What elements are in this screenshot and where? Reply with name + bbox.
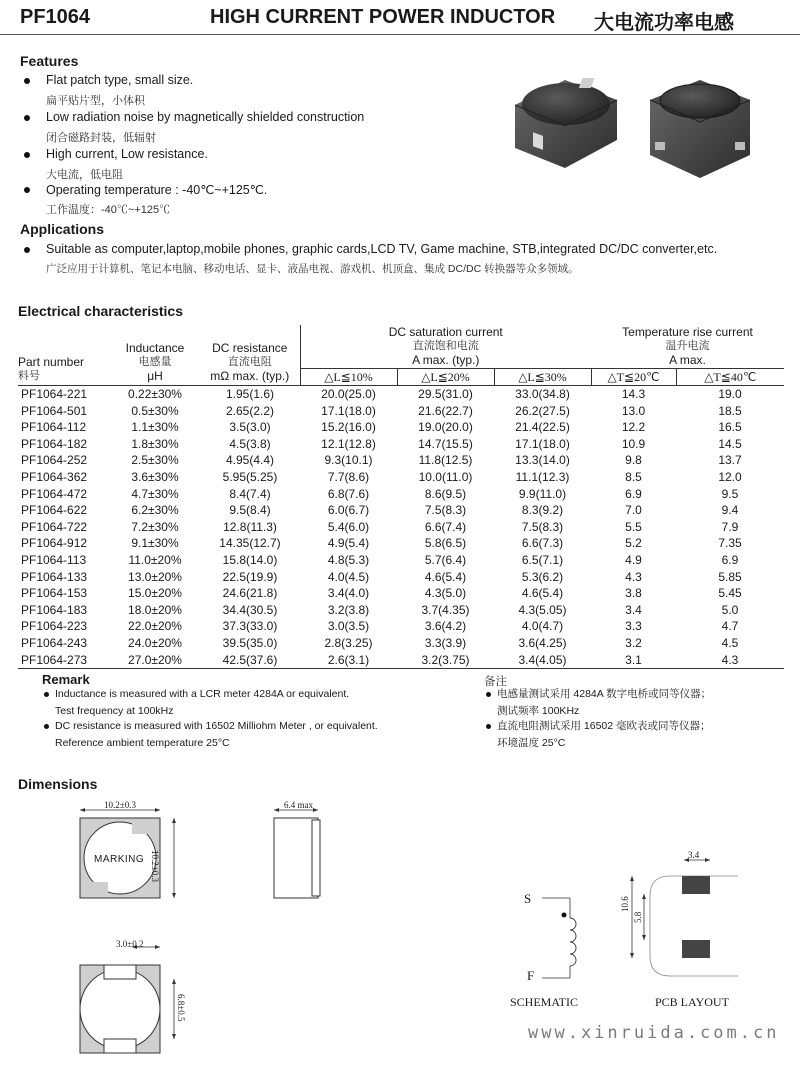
cell-inductance: 6.2±30% [131,503,179,518]
cell-t20: 3.1 [591,652,676,669]
cell-part-number: PF1064-362 [21,469,88,484]
cell-t40: 13.7 [718,453,742,468]
cell-t40: 9.4 [721,503,739,518]
cell-t20: 12.2 [621,420,646,435]
bullet-icon [24,187,30,193]
cell-sat-20: 4.3(5.0) [424,586,467,601]
cell-t20: 14.3 [621,387,646,401]
cell-inductance: 0.5±30% [131,403,179,418]
dim-top-height: 10.2±0.3 [150,850,160,882]
header-temp-en: Temperature rise current [622,325,753,339]
cell-sat-30: 33.0(34.8) [515,387,570,401]
header-part-number [18,325,110,386]
cell-sat-20: 3.6(4.2) [424,619,467,634]
cell-t20: 5.2 [625,536,642,551]
cell-inductance: 9.1±30% [131,536,179,551]
header-ind-unit: μH [147,369,163,383]
header-saturation [300,325,591,369]
dim-bottom-width: 3.0±0.2 [116,939,144,949]
table-row [18,403,784,420]
marking-label: MARKING [94,854,145,865]
applications-heading: Applications [20,221,105,237]
cell-sat-30: 17.1(18.0) [515,436,570,451]
cell-inductance: 4.7±30% [131,486,179,501]
cell-t40: 12.0 [718,469,742,484]
cell-t40: 14.5 [718,436,742,451]
cell-t40: 7.35 [718,536,742,551]
dim-top-width: 10.2±0.3 [104,800,136,810]
cell-t40: 19.0 [718,387,742,401]
cell-dcr: 2.65(2.2) [225,403,275,418]
cell-sat-30: 4.6(5.4) [521,586,564,601]
cell-dcr: 24.6(21.8) [222,586,278,601]
remark-en-2: DC resistance is measured with 16502 Milliohm Meter , or equivalent. [55,720,378,732]
cell-t20: 9.8 [625,453,642,468]
cell-dcr: 34.4(30.5) [222,602,278,617]
cell-part-number: PF1064-252 [21,453,88,468]
cell-dcr: 22.5(19.9) [222,569,278,584]
cell-t40: 16.5 [718,420,742,435]
bullet-icon [24,247,30,253]
cell-part-number: PF1064-153 [21,586,88,601]
table-row [18,585,784,602]
cell-dcr: 4.95(4.4) [225,453,275,468]
header-dcr-unit: mΩ max. (typ.) [210,369,290,383]
cell-t20: 5.5 [625,519,642,534]
cell-dcr: 3.5(3.0) [229,420,271,435]
part-family: PF1064 [20,6,91,28]
cell-inductance: 2.5±30% [131,453,179,468]
pcb-caption: PCB LAYOUT [655,995,729,1009]
cell-dcr: 39.5(35.0) [222,635,278,650]
features-heading: Features [20,53,79,69]
header-sat-20: △L≦20% [397,369,494,386]
table-row [18,419,784,436]
cell-sat-30: 8.3(9.2) [521,503,564,518]
cell-part-number: PF1064-223 [21,619,88,634]
header-temp-rise [591,325,784,369]
remark-en-1: Inductance is measured with a LCR meter 4284A or equivalent. [55,688,350,700]
header-divider [0,34,800,35]
cell-t40: 9.5 [721,486,739,501]
table-row [18,635,784,652]
table-row [18,618,784,635]
header-sat-en: DC saturation current [388,325,503,339]
cell-sat-20: 5.7(6.4) [424,552,467,567]
cell-sat-20: 11.8(12.5) [418,453,473,468]
feature-text-cn: 扁平贴片型，小体积 [46,95,145,107]
feature-text: Operating temperature : -40℃~+125℃. [46,183,268,197]
table-row [18,602,784,619]
cell-sat-20: 29.5(31.0) [418,387,473,401]
cell-sat-10: 20.0(25.0) [321,387,376,401]
table-row [18,502,784,519]
cell-dcr: 4.5(3.8) [229,436,271,451]
remark-cn-1b: 测试频率 100KHz [497,705,580,717]
cell-sat-30: 7.5(8.3) [521,519,564,534]
cell-t20: 3.4 [625,602,642,617]
cell-t20: 3.2 [625,635,642,650]
schematic-f-label: F [527,968,535,983]
applications-text: Suitable as computer,laptop,mobile phones, graphic cards,LCD TV, Game machine, STB,integrated DC/DC converter,etc. [46,242,718,256]
cell-part-number: PF1064-243 [21,635,88,650]
cell-inductance: 22.0±20% [128,619,182,634]
cell-t40: 5.85 [718,569,742,584]
cell-sat-20: 3.7(4.35) [421,602,470,617]
cell-sat-20: 3.3(3.9) [424,635,467,650]
cell-t40: 6.9 [721,552,739,567]
cell-t40: 5.45 [718,586,742,601]
header-dcr-cn: 直流电阻 [227,356,272,368]
cell-sat-20: 3.2(3.75) [397,652,494,669]
cell-sat-20: 4.6(5.4) [424,569,467,584]
cell-sat-20: 19.0(20.0) [418,420,473,435]
header-dcr [200,325,300,386]
table-row [18,569,784,586]
top-view-drawing [70,796,210,906]
cell-dcr: 12.8(11.3) [223,519,277,534]
header-t20: △T≦20℃ [591,369,676,386]
bottom-view-drawing [70,935,210,1065]
cell-sat-10: 12.1(12.8) [321,436,376,451]
applications-text-cn: 广泛应用于计算机、笔记本电脑、移动电话、显卡、液晶电视、游戏机、机顶盒、集成 DC/DC 转换器等众多领域。 [46,263,579,275]
table-row [18,519,784,536]
cell-sat-10: 4.9(5.4) [327,536,370,551]
cell-t40: 4.3 [676,652,784,669]
cell-part-number: PF1064-112 [21,420,87,435]
cell-sat-10: 7.7(8.6) [327,469,370,484]
table-row [18,652,784,669]
cell-sat-20: 14.7(15.5) [418,436,473,451]
cell-t40: 18.5 [718,403,742,418]
cell-dcr: 8.4(7.4) [229,486,271,501]
cell-sat-30: 11.1(12.3) [515,469,570,484]
bullet-icon [24,78,30,84]
cell-t40: 4.7 [721,619,739,634]
table-row [18,535,784,552]
cell-sat-30: 9.9(11.0) [518,486,567,501]
cell-inductance: 18.0±20% [128,602,182,617]
cell-sat-30: 6.6(7.3) [521,536,564,551]
cell-t20: 3.3 [625,619,642,634]
remark-cn-1: 电感量测试采用 4284A 数字电桥或同等仪器； [497,688,712,700]
cell-inductance: 0.22±30% [128,387,182,401]
cell-t20: 8.5 [625,469,642,484]
header-sat-30: △L≦30% [494,369,591,386]
bullet-icon [24,152,30,158]
header-sat-10: △L≦10% [300,369,397,386]
cell-part-number: PF1064-501 [21,403,88,418]
cell-t40: 5.0 [721,602,739,617]
remark-en-2b: Reference ambient temperature 25°C [55,737,230,749]
header-ind-cn: 电感量 [138,356,172,368]
cell-part-number: PF1064-912 [21,536,88,551]
cell-sat-20: 21.6(22.7) [418,403,473,418]
header-part-cn: 料号 [18,370,40,382]
table-row [18,486,784,503]
cell-sat-10: 17.1(18.0) [321,403,376,418]
cell-dcr: 15.8(14.0) [222,552,278,567]
cell-t20: 4.3 [625,569,642,584]
cell-sat-20: 7.5(8.3) [424,503,467,518]
cell-part-number: PF1064-221 [21,387,88,401]
cell-inductance: 7.2±30% [131,519,179,534]
header-temp-cn: 温升电流 [665,340,710,352]
remark-cn-2b: 环境温度 25°C [497,737,566,749]
cell-dcr: 42.5(37.6) [200,652,300,669]
header-temp-unit: A max. [669,353,706,367]
cell-t20: 3.8 [625,586,642,601]
cell-part-number: PF1064-182 [21,436,88,451]
feature-text: Flat patch type, small size. [46,73,194,87]
feature-text: High current, Low resistance. [46,147,208,161]
cell-inductance: 24.0±20% [128,635,182,650]
cell-inductance: 13.0±20% [128,569,182,584]
bullet-icon [486,692,491,697]
cell-sat-10: 3.2(3.8) [327,602,370,617]
product-photo [505,60,775,195]
cell-sat-30: 13.3(14.0) [515,453,570,468]
bullet-icon [44,724,49,729]
cell-inductance: 15.0±20% [128,586,182,601]
table-row [18,386,784,403]
cell-sat-10: 5.4(6.0) [327,519,370,534]
side-view-drawing [268,796,338,906]
cell-t20: 13.0 [621,403,646,418]
cell-dcr: 37.3(33.0) [222,619,278,634]
cell-sat-10: 2.6(3.1) [300,652,397,669]
remark-cn-2: 直流电阻测试采用 16502 毫欧表或同等仪器； [497,720,711,732]
table-row [18,552,784,569]
cell-t40: 4.5 [721,635,739,650]
dim-side-height: 6.4 max [284,800,313,810]
document-title: HIGH CURRENT POWER INDUCTOR [210,6,556,28]
cell-t20: 10.9 [621,436,646,451]
cell-sat-20: 10.0(11.0) [418,469,473,484]
remark-en-1b: Test frequency at 100kHz [55,705,174,717]
cell-sat-30: 4.0(4.7) [521,619,564,634]
cell-sat-30: 6.5(7.1) [521,552,564,567]
cell-sat-30: 3.4(4.05) [494,652,591,669]
table-row [18,452,784,469]
pcb-dim-width: 3.4 [688,850,700,860]
dimensions-heading: Dimensions [18,776,98,792]
header-dcr-en: DC resistance [212,341,288,355]
cell-inductance: 27.0±20% [110,652,200,669]
cell-part-number: PF1064-113 [21,552,87,567]
header-part-en: Part number [18,355,85,369]
header-inductance [110,325,200,386]
watermark-url: www.xinruida.com.cn [528,1023,780,1043]
feature-text-cn: 工作温度：-40℃~+125℃ [46,204,171,216]
cell-sat-10: 2.8(3.25) [324,635,373,650]
cell-dcr: 14.35(12.7) [219,536,281,551]
header-sat-unit: A max. (typ.) [412,353,480,367]
cell-t40: 7.9 [721,519,739,534]
table-row [18,436,784,453]
dim-bottom-height: 6.8±0.5 [176,994,186,1022]
header-ind-en: Inductance [125,341,185,355]
header-sat-cn: 直流饱和电流 [412,340,479,352]
cell-sat-30: 3.6(4.25) [518,635,567,650]
cell-inductance: 3.6±30% [131,469,179,484]
cell-sat-20: 8.6(9.5) [424,486,467,501]
electrical-table [18,325,784,669]
bullet-icon [44,692,49,697]
feature-text: Low radiation noise by magnetically shielded construction [46,110,365,124]
cell-sat-10: 9.3(10.1) [324,453,373,468]
cell-sat-10: 3.4(4.0) [327,586,370,601]
bullet-icon [24,115,30,121]
cell-sat-10: 15.2(16.0) [321,420,376,435]
remark-heading-cn: 备注 [484,676,507,688]
cell-part-number: PF1064-472 [21,486,88,501]
electrical-heading: Electrical characteristics [18,303,183,319]
cell-sat-30: 26.2(27.5) [515,403,570,418]
document-title-cn: 大电流功率电感 [594,12,734,34]
header-t40: △T≦40℃ [676,369,784,386]
pcb-dim-height-outer: 10.6 [620,896,630,912]
schematic-s-label: S [524,891,532,906]
cell-sat-20: 5.8(6.5) [424,536,467,551]
cell-part-number: PF1064-273 [18,652,110,669]
cell-sat-10: 6.8(7.6) [327,486,370,501]
remark-heading: Remark [42,672,90,687]
cell-dcr: 9.5(8.4) [229,503,271,518]
feature-text-cn: 闭合磁路封装，低辐射 [46,132,156,144]
table-row [18,469,784,486]
cell-t20: 6.9 [625,486,642,501]
bullet-icon [486,724,491,729]
cell-part-number: PF1064-622 [21,503,88,518]
cell-sat-20: 6.6(7.4) [424,519,467,534]
cell-part-number: PF1064-722 [21,519,88,534]
cell-part-number: PF1064-133 [21,569,88,584]
feature-text-cn: 大电流，低电阻 [46,169,123,181]
cell-sat-10: 4.8(5.3) [327,552,370,567]
cell-inductance: 11.0±20% [128,552,182,567]
pcb-layout-drawing [610,846,740,986]
cell-dcr: 5.95(5.25) [222,469,278,484]
cell-sat-30: 21.4(22.5) [515,420,570,435]
schematic-caption: SCHEMATIC [510,995,579,1009]
cell-t20: 4.9 [625,552,642,567]
cell-sat-10: 6.0(6.7) [327,503,370,518]
cell-sat-10: 3.0(3.5) [327,619,370,634]
cell-inductance: 1.8±30% [131,436,179,451]
cell-sat-30: 4.3(5.05) [518,602,567,617]
cell-part-number: PF1064-183 [21,602,88,617]
cell-sat-10: 4.0(4.5) [327,569,370,584]
cell-inductance: 1.1±30% [131,420,179,435]
cell-sat-30: 5.3(6.2) [521,569,564,584]
cell-dcr: 1.95(1.6) [225,387,275,401]
pcb-dim-height-inner: 5.8 [633,911,643,923]
cell-t20: 7.0 [625,503,642,518]
